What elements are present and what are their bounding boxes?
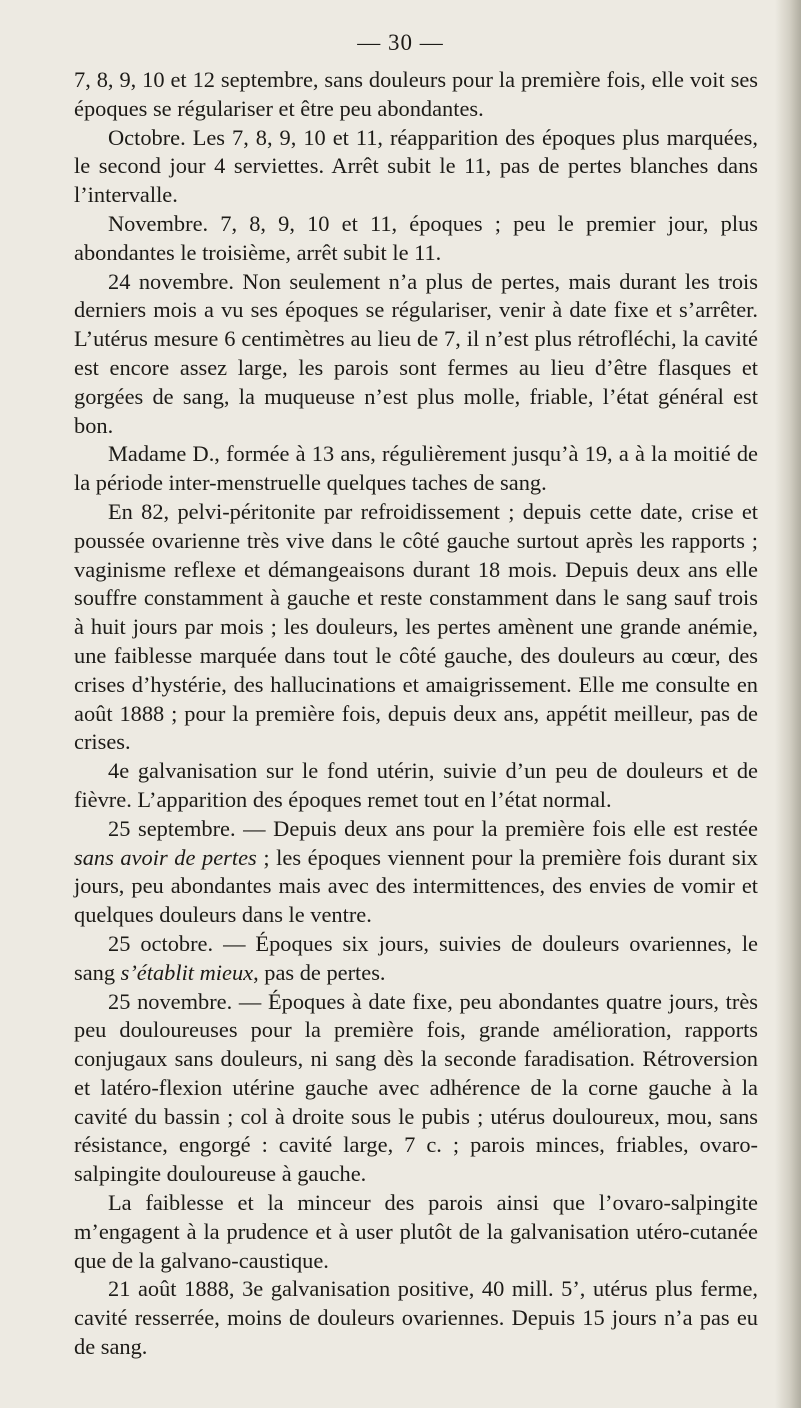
paragraph [74, 815, 758, 930]
text-segment: 4e galvanisation sur le fond utérin, suivie d’un peu de douleurs et de fièvre. L’apparition des époques remet tout en l’état normal. [74, 758, 758, 812]
paragraph [74, 930, 758, 988]
paragraph [74, 66, 758, 124]
italic-text: s’établit mieux [120, 959, 254, 985]
page-number-header: — 30 — [357, 30, 444, 55]
page-edge-shadow [775, 0, 801, 1408]
text-segment: Madame D., formée à 13 ans, régulièrement jusqu’à 19, a à la moitié de la période inter-menstruelle quelques taches de sang. [74, 441, 758, 496]
text-segment: ; les époques viennent pour la première fois durant six jours, peu abondantes mais avec des intermittences, des envies de vomir et quelques douleurs dans le ventre. [74, 844, 759, 928]
paragraph [74, 268, 758, 441]
text-segment: La faiblesse et la minceur des parois ainsi que l’ovaro-salpingite m’engagent à la prudence et à user plutôt de la galvanisation utéro-cutanée que de la galvano-caustique. [74, 1190, 758, 1273]
paragraph [74, 988, 758, 1190]
text-segment: 7, 8, 9, 10 et 12 septembre, sans douleurs pour la première fois, elle voit ses époques se régulariser et être peu abondantes. [74, 67, 758, 121]
text-segment: Octobre. Les 7, 8, 9, 10 et 11, réapparition des époques plus marquées, le second jour 4 serviettes. Arrêt subit le 11, pas de pertes blanches dans l’intervalle. [74, 124, 758, 208]
text-segment: 25 octobre. — Époques six jours, suivies de douleurs ovariennes, le sang [74, 930, 758, 985]
text-segment: , pas de pertes. [253, 959, 386, 985]
text-segment: En 82, pelvi-péritonite par refroidissement ; depuis cette date, crise et poussée ovarienne très vive dans le côté gauche surtout après les rapports ; vaginisme reflexe et démangeaisons durant 18 mois. Depuis deux ans elle souffre constamment à gauche et reste constamment dans le sang sauf trois à huit jours par mois ; les douleurs, les pertes amènent une grande anémie, une faiblesse marquée dans tout le côté gauche, des douleurs au cœur, des crises d’hystérie, des hallucinations et amaigrissement. Elle me consulte en août 1888 ; pour la première fois, depuis deux ans, appétit meilleur, pas de crises. [74, 498, 758, 755]
paragraph [74, 1189, 758, 1275]
text-segment: 25 septembre. — Depuis deux ans pour la première fois elle est restée [108, 815, 758, 841]
italic-text: sans avoir de pertes [74, 844, 257, 870]
paragraph [74, 1275, 758, 1361]
paragraph [74, 124, 758, 210]
paragraph [74, 210, 758, 268]
paragraph [74, 757, 758, 815]
text-segment: 21 août 1888, 3e galvanisation positive, 40 mill. 5’, utérus plus ferme, cavité resserrée, moins de douleurs ovariennes. Depuis 15 jours n’a pas eu de sang. [74, 1276, 758, 1360]
paragraph [74, 440, 758, 498]
text-segment: 24 novembre. Non seulement n’a plus de pertes, mais durant les trois derniers mois a vu ses époques se régulariser, venir à date fixe et s’arrêter. L’utérus mesure 6 centimètres au lieu de 7, il n’est plus rétrofléchi, la cavité est encore assez large, les parois sont fermes au lieu d’être flasques et gorgées de sang, la muqueuse n’est plus molle, friable, l’état général est bon. [74, 268, 758, 438]
body-text [74, 66, 758, 1362]
paragraph [74, 498, 758, 757]
text-segment: 25 novembre. — Époques à date fixe, peu abondantes quatre jours, très peu douloureuses pour la première fois, grande amélioration, rapports conjugaux sans douleurs, ni sang dès la seconde faradisation. Rétroversion et latéro-flexion utérine gauche avec adhérence de la corne gauche à la cavité du bassin ; col à droite sous le pubis ; utérus douloureux, mou, sans résistance, engorgé : cavité large, 7 c. ; parois minces, friables, ovaro-salpingite douloureuse à gauche. [74, 988, 758, 1187]
text-segment: Novembre. 7, 8, 9, 10 et 11, époques ; peu le premier jour, plus abondantes le troisième, arrêt subit le 11. [74, 210, 758, 265]
